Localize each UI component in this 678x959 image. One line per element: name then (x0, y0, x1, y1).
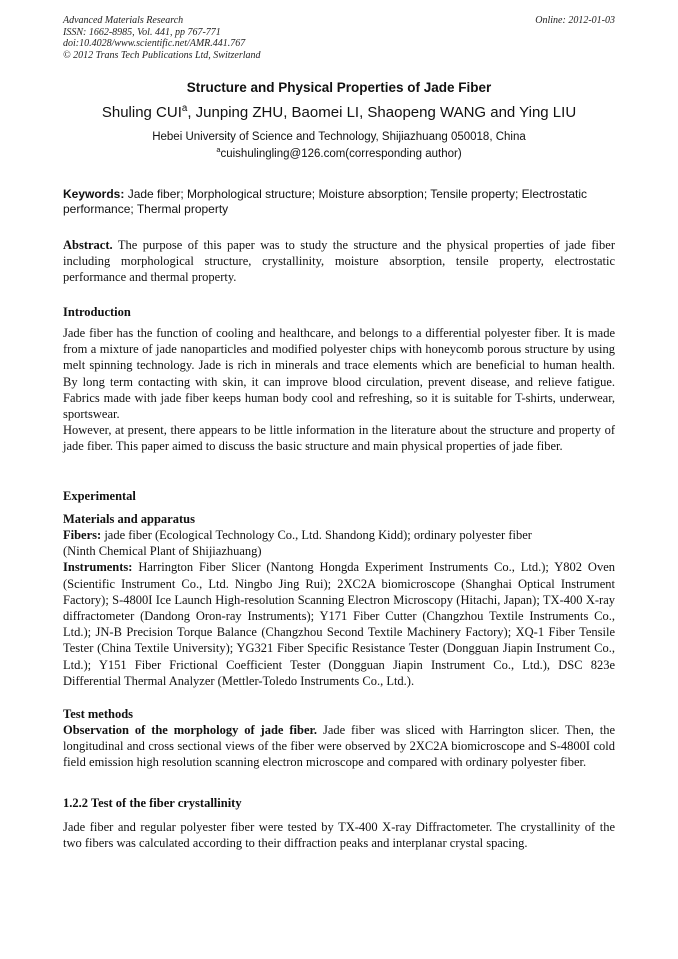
copyright-line: © 2012 Trans Tech Publications Ltd, Switzerland (63, 49, 261, 61)
instruments-label: Instruments: (63, 560, 133, 575)
introduction-heading: Introduction (63, 305, 131, 319)
email-superscript: a (216, 145, 221, 155)
author-superscript: a (181, 103, 188, 114)
morphology-text: Jade fiber was sliced with Harrington slicer. Then, the longitudinal and cross sectional views of the fiber were observed by 2XC2A biomicroscope and S-4800I cold field emission high resolution scanning electron microscope and compared with ordinary polyester fiber. (63, 723, 615, 770)
abstract (63, 237, 615, 286)
issn-line: ISSN: 1662-8985, Vol. 441, pp 767-771 (63, 26, 221, 38)
first-author: Shuling CUI (101, 104, 182, 121)
fibers-label: Fibers: (63, 528, 102, 542)
abstract-label: Abstract. (63, 238, 113, 252)
crystallinity-heading: 1.2.2 Test of the fiber crystallinity (63, 796, 242, 810)
keywords-text: Jade fiber; Morphological structure; Moisture absorption; Tensile property; Electrostatic performance; Thermal property (63, 187, 588, 216)
keywords (63, 187, 615, 216)
fibers-line-2: (Ninth Chemical Plant of Shijiazhuang) (63, 544, 262, 559)
crystallinity-text: Jade fiber and regular polyester fiber were tested by TX-400 X-ray Diffractometer. The crystallinity of the two fibers was calculated according to their diffraction peaks and interplanar crystal spacing. (63, 820, 615, 851)
introduction-paragraph-2: However, at present, there appears to be little information in the literature about the structure and property of jade fiber. This paper aimed to discuss the basic structure and main physical properties of jade fiber. (63, 423, 615, 454)
abstract-text: The purpose of this paper was to study the structure and the physical properties of jade fiber including morphological structure, crystallinity, moisture absorption, tensile property, electrostatic performance and thermal property. (63, 238, 615, 285)
doi-line: doi:10.4028/www.scientific.net/AMR.441.767 (63, 38, 246, 50)
online-date: Online: 2012-01-03 (535, 15, 615, 26)
email-text: cuishulingling@126.com(corresponding author) (220, 148, 462, 160)
test-methods-heading: Test methods (63, 707, 134, 721)
introduction-body (63, 325, 615, 455)
instruments-text: Harrington Fiber Slicer (Nantong Hongda Experiment Instruments Co., Ltd.); Y802 Oven (Scientific Instrument Co., Ltd. Ningbo Jing Rui); 2XC2A biomicroscope (Shanghai Optical Instrument Factory); S-4800I Ice Launch High-resolution Scanning Electron Microscopy (Hitachi, Japan); TX-400 X-ray diffractometer (Dandong Oron-ray Instruments); Y171 Fiber Cutter (Changzhou Textile Instruments Co., Ltd.); JN-B Precision Torque Balance (Changzhou Second Textile Machinery Factory); XQ-1 Fiber Tensile Tester (China Textile University); YG321 Fiber Specific Resistance Tester (Dongguan Jiapin Instrument Co., Ltd.); Y151 Fiber Frictional Coefficient Tester (Dongguan Jiapin Instrument Co., Ltd.), DSC 823e Differential Thermal Analyzer (Mettler-Toledo Instruments Co., Ltd.). (63, 560, 615, 688)
journal-header (63, 15, 261, 61)
fibers-text: jade fiber (Ecological Technology Co., Ltd. Shandong Kidd); ordinary polyester fiber (101, 528, 532, 542)
materials-body (63, 527, 615, 689)
other-authors: , Junping ZHU, Baomei LI, Shaopeng WANG and Ying LIU (187, 104, 577, 121)
affiliation: Hebei University of Science and Technology, Shijiazhuang 050018, China (152, 131, 526, 143)
keywords-label: Keywords: (63, 187, 125, 201)
author-list (40, 104, 638, 121)
morphology-label: Observation of the morphology of jade fiber. (63, 723, 318, 737)
journal-name: Advanced Materials Research (63, 15, 184, 26)
experimental-heading: Experimental (63, 489, 136, 503)
contact-email (40, 145, 638, 160)
paper-title: Structure and Physical Properties of Jade Fiber (186, 80, 492, 95)
instruments-paragraph (63, 559, 615, 689)
materials-heading: Materials and apparatus (63, 512, 195, 526)
morphology-section (63, 722, 615, 771)
fibers-line-1 (63, 527, 615, 543)
introduction-paragraph-1: Jade fiber has the function of cooling and healthcare, and belongs to a differential polyester fiber. It is made from a mixture of jade nanoparticles and modified polyester chips with honeycomb porous structure by using melt spinning technology. Jade is rich in minerals and trace elements which are beneficial to human health. By long term contacting with skin, it can improve blood circulation, prevent disease, and relieve fatigue. Fabrics made with jade fiber keeps human body cool and refreshing, so it is suitable for T-shirts, underwear, sportswear. (63, 326, 615, 422)
